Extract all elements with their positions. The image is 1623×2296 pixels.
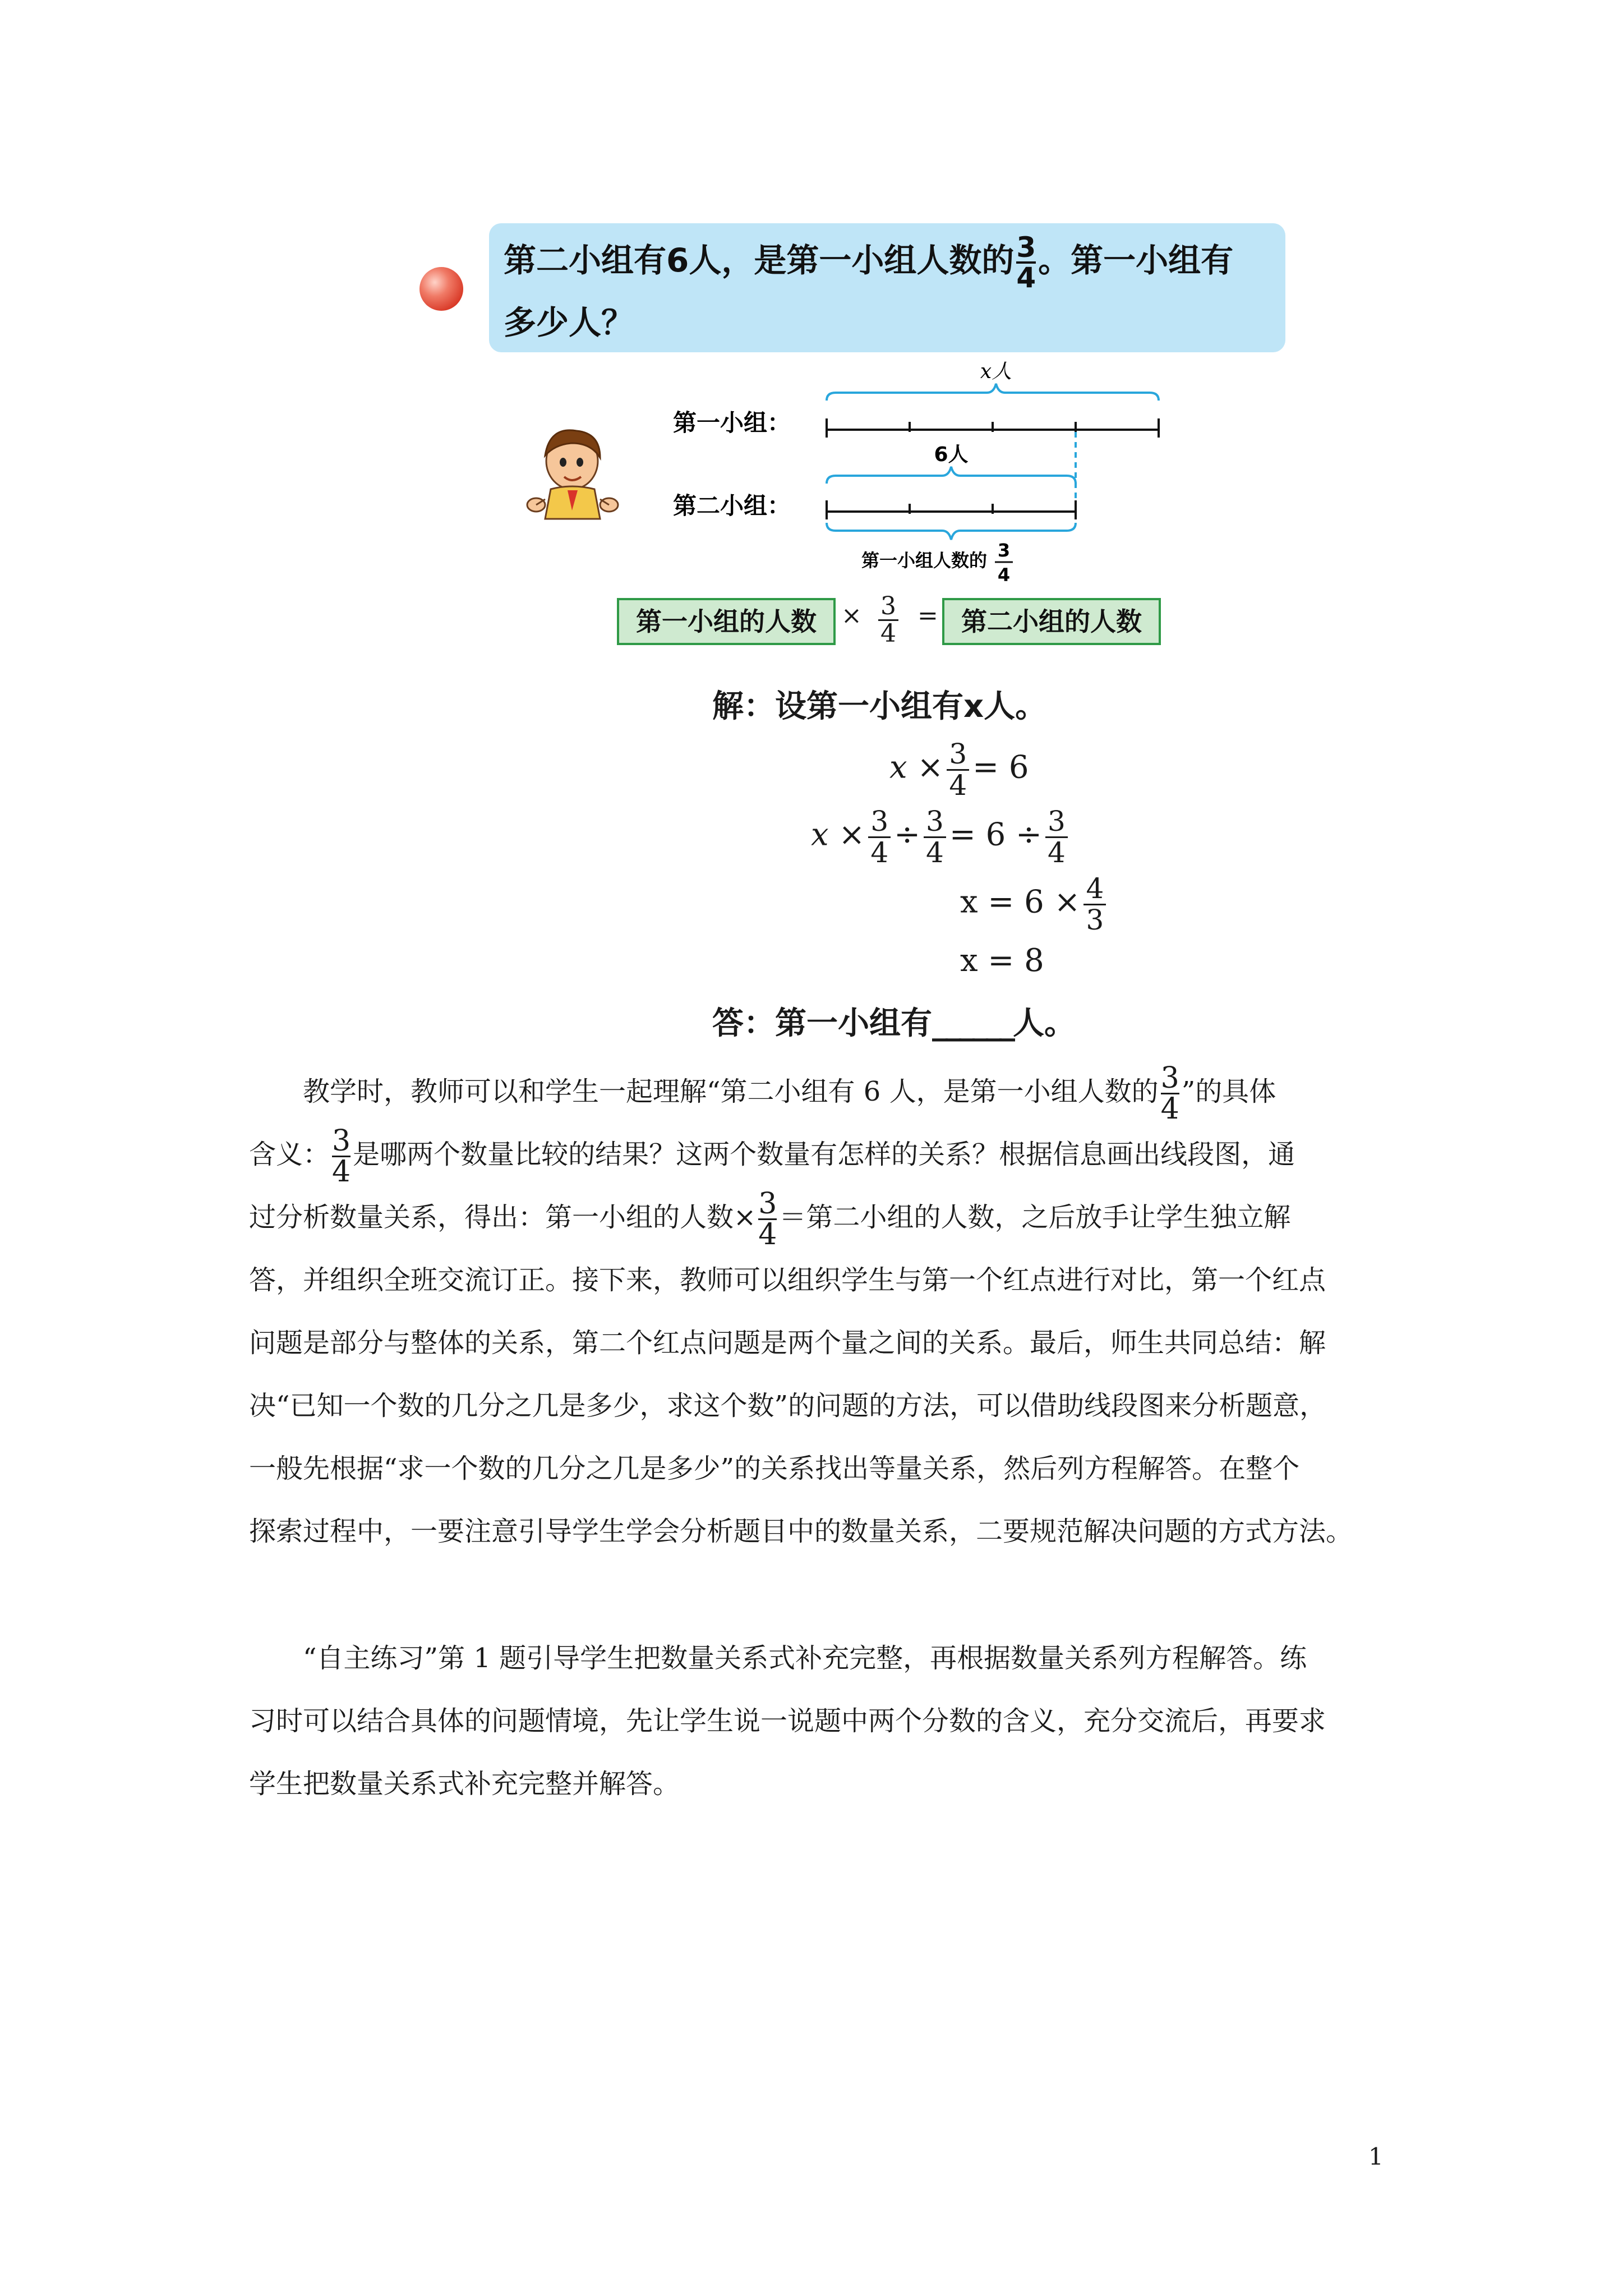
- relation-frac-num: 3: [880, 592, 896, 620]
- eq1-frac-num: 3: [949, 738, 967, 770]
- p1-l1-a: 教学时，教师可以和学生一起理解“第二小组有 6 人，是第一小组人数的: [303, 1076, 1159, 1107]
- eq3-frac-den: 3: [1083, 904, 1106, 935]
- answer-line: [712, 999, 1076, 1043]
- answer-pre: 答：第一小组有: [712, 1005, 932, 1042]
- p2-line-2: 习时可以结合具体的问题情境，先让学生说一说题中两个分数的含义，充分交流后，再要求: [249, 1705, 1326, 1737]
- eq2-fraction-b: [924, 807, 946, 867]
- equation-4: x = 8: [960, 942, 1044, 979]
- equation-3: [960, 874, 1109, 935]
- p1-line-4: 答，并组织全班交流订正。接下来，教师可以组织学生与第一个红点进行对比，第一个红点: [249, 1264, 1326, 1296]
- p2-line-1: “自主练习”第 1 题引导学生把数量关系式补充完整，再根据数量关系列方程解答。练: [303, 1642, 1307, 1674]
- group1-label: 第一小组：: [673, 409, 791, 436]
- p1-l3-b: ＝第二小组的人数，之后放手让学生独立解: [779, 1202, 1291, 1233]
- line-segment-diagram: [505, 359, 1290, 595]
- problem-fraction: [1016, 233, 1036, 292]
- middle-brace: [827, 467, 1076, 484]
- problem-text-a: 第二小组有6人，是第一小组人数的: [504, 241, 1015, 280]
- p1-l2-b: 是哪两个数量比较的结果？这两个数量有怎样的关系？根据信息画出线段图，通: [353, 1139, 1295, 1170]
- equation-2: [811, 807, 1071, 867]
- eq2-frac-a-num: 3: [870, 805, 889, 838]
- p1-line-3: [249, 1186, 1380, 1249]
- relation-box-group1: 第一小组的人数: [617, 598, 836, 645]
- p1-l1-frac-den: 4: [1160, 1092, 1179, 1126]
- eq2-mid: = 6 ÷: [949, 816, 1042, 853]
- eq2-div: ÷: [894, 816, 921, 853]
- p1-l2-fraction: [332, 1124, 351, 1189]
- relation-fraction: [875, 593, 902, 647]
- problem-box: [489, 223, 1285, 352]
- top-brace-label: x人: [980, 360, 1012, 383]
- p1-l2-a: 含义：: [249, 1139, 330, 1170]
- p1-l1-frac-num: 3: [1160, 1061, 1179, 1095]
- eq3-left: x = 6 ×: [960, 884, 1081, 921]
- problem-line-2: 多少人？: [504, 303, 634, 342]
- top-brace: [827, 384, 1159, 401]
- eq1-left: x ×: [889, 749, 944, 786]
- p1-l2-frac-den: 4: [332, 1155, 351, 1189]
- solution-setup: 解：设第一小组有x人。: [712, 688, 1047, 725]
- p1-line-7: 一般先根据“求一个数的几分之几是多少”的关系找出等量关系，然后列方程解答。在整个: [249, 1453, 1300, 1484]
- relation-times: ×: [841, 601, 862, 630]
- eq2-fraction-a: [868, 807, 891, 867]
- p1-l1-fraction: [1160, 1061, 1179, 1126]
- problem-line-1: [504, 233, 1233, 292]
- answer-blank: ______: [932, 1005, 1013, 1042]
- eq2-frac-c-num: 3: [1047, 805, 1066, 838]
- p1-line-5: 问题是部分与整体的关系，第二个红点问题是两个量之间的关系。最后，师生共同总结：解: [249, 1327, 1326, 1359]
- bottom-frac-den: 4: [997, 564, 1011, 586]
- eq1-right: = 6: [972, 749, 1029, 786]
- eq3-fraction: [1083, 874, 1106, 935]
- red-dot-bullet-icon: [419, 267, 463, 311]
- eq2-left: x ×: [811, 816, 865, 853]
- bottom-brace: [827, 523, 1076, 540]
- p1-l2-frac-num: 3: [332, 1124, 351, 1158]
- eq2-frac-b-num: 3: [926, 805, 944, 838]
- eq2-frac-c-den: 4: [1045, 836, 1068, 868]
- relation-box-group2: 第二小组的人数: [942, 598, 1161, 645]
- eq1-fraction: [947, 739, 969, 800]
- p1-l3-a: 过分析数量关系，得出：第一小组的人数×: [249, 1202, 757, 1233]
- relation-frac-den: 4: [878, 619, 898, 647]
- relation-equals: =: [917, 601, 938, 630]
- eq1-frac-den: 4: [947, 769, 969, 800]
- problem-text-b: 。第一小组有: [1038, 241, 1234, 280]
- paragraph-1: [249, 1060, 1380, 1563]
- p1-line-1: [249, 1060, 1380, 1126]
- page-number: 1: [1368, 2143, 1384, 2170]
- p1-line-6: 决“已知一个数的几分之几是多少，求这个数”的问题的方法，可以借助线段图来分析题意，: [249, 1390, 1327, 1421]
- problem-frac-num: 3: [1016, 231, 1036, 264]
- middle-brace-label: 6人: [934, 443, 969, 466]
- eq2-fraction-c: [1045, 807, 1068, 867]
- problem-frac-den: 4: [1016, 261, 1036, 294]
- p1-line-2: [249, 1123, 1380, 1189]
- p1-l3-frac-den: 4: [758, 1218, 777, 1251]
- group2-label: 第二小组：: [673, 492, 791, 519]
- paragraph-2: [249, 1627, 1380, 1815]
- bottom-frac-num: 3: [997, 540, 1011, 561]
- eq3-frac-num: 4: [1086, 872, 1104, 905]
- equation-1: [889, 739, 1029, 800]
- p1-l1-b: ”的具体: [1181, 1076, 1276, 1107]
- eq2-frac-b-den: 4: [924, 836, 946, 868]
- bottom-brace-label: 第一小组人数的: [861, 550, 987, 571]
- answer-post: 人。: [1013, 1005, 1076, 1042]
- p1-l3-fraction: [758, 1189, 777, 1249]
- p2-line-3: 学生把数量关系式补充完整并解答。: [249, 1768, 680, 1800]
- p1-line-8: 探索过程中，一要注意引导学生学会分析题目中的数量关系，二要规范解决问题的方式方法。: [249, 1516, 1353, 1547]
- eq2-frac-a-den: 4: [868, 836, 891, 868]
- p1-l3-frac-num: 3: [758, 1187, 777, 1221]
